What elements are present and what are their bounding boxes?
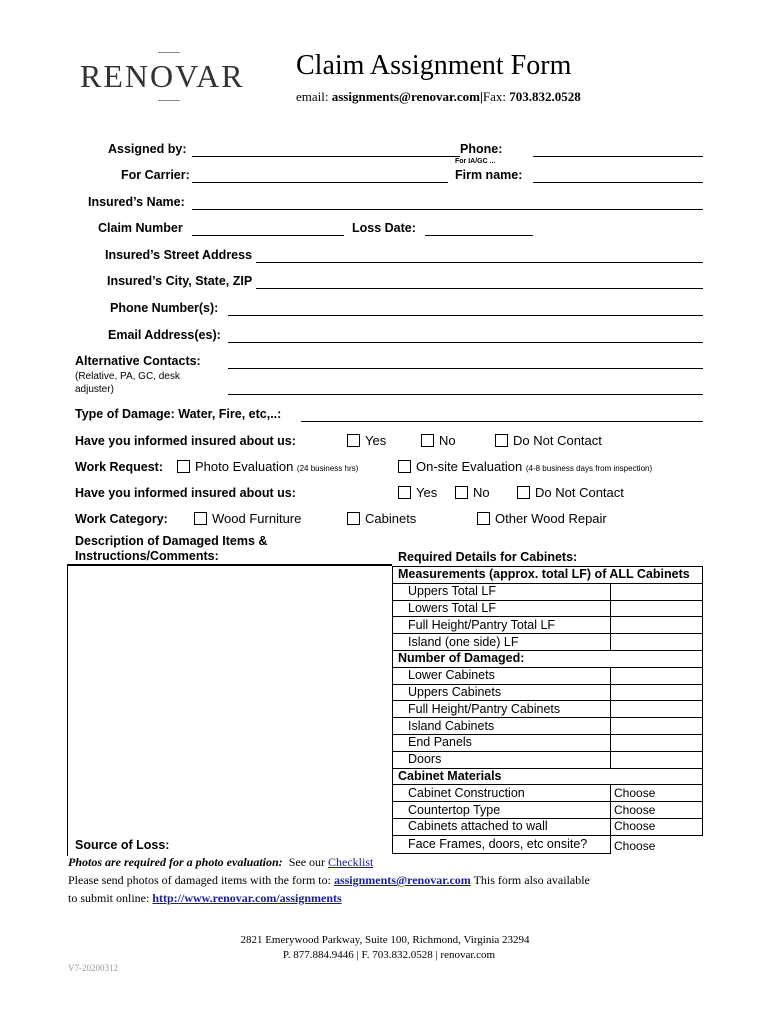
photo-evaluation-label: Photo Evaluation	[195, 459, 294, 474]
contact-line: P. 877.884.9446 | F. 703.832.0528 | renovar.com	[282, 949, 496, 961]
street-label: Insured’s Street Address	[105, 248, 253, 262]
checkbox[interactable]	[398, 460, 411, 473]
checkbox[interactable]	[517, 486, 530, 499]
informed-yes-label: Yes	[416, 485, 438, 500]
work-category-label: Work Category:	[75, 512, 168, 526]
onsite-evaluation-option[interactable]	[398, 459, 652, 474]
insured-name-field[interactable]	[192, 209, 703, 210]
fax-label: Fax:	[482, 89, 510, 104]
checkbox[interactable]	[347, 434, 360, 447]
city-field[interactable]	[256, 288, 703, 289]
materials-header: Cabinet Materials	[393, 768, 703, 785]
pantry-cabinets-input[interactable]	[611, 701, 703, 718]
submit-online	[68, 891, 342, 906]
header-contact	[296, 89, 581, 105]
island-cabinets-input[interactable]	[611, 718, 703, 735]
phones-field[interactable]	[228, 315, 703, 316]
cab-row-label: Full Height/Pantry Total LF	[393, 617, 611, 634]
checklist-link[interactable]: Checklist	[328, 855, 374, 869]
logo-rule-top	[158, 52, 180, 53]
insured-name-label: Insured’s Name:	[88, 195, 185, 209]
onsite-evaluation-note: (4-8 business days from inspection)	[525, 464, 653, 473]
construction-select[interactable]: Choose	[611, 785, 703, 802]
online-form-link[interactable]: http://www.renovar.com/assignments	[152, 891, 342, 905]
photo-evaluation-note: (24 business hrs)	[296, 464, 359, 473]
source-of-loss-label: Source of Loss:	[75, 838, 170, 852]
informed-yes-1[interactable]	[347, 433, 386, 448]
checkbox[interactable]	[495, 434, 508, 447]
firm-name-label: Firm name:	[455, 168, 523, 182]
informed-dnc-2[interactable]	[517, 485, 624, 500]
countertop-select[interactable]: Choose	[611, 802, 703, 819]
cab-row-label: Countertop Type	[393, 802, 611, 819]
cab-row-label: Island Cabinets	[393, 718, 611, 735]
other-wood-label: Other Wood Repair	[495, 511, 607, 526]
page-title: Claim Assignment Form	[296, 50, 572, 81]
send-email-link[interactable]: assignments@renovar.com	[333, 873, 471, 887]
informed-label-2: Have you informed insured about us:	[75, 486, 296, 500]
claim-number-field[interactable]	[192, 235, 344, 236]
cab-row-label: Lowers Total LF	[393, 600, 611, 617]
address: 2821 Emerywood Parkway, Suite 100, Richmond, Virginia 23294	[240, 934, 530, 946]
street-field[interactable]	[256, 262, 703, 263]
informed-no-label: No	[473, 485, 490, 500]
checkbox[interactable]	[455, 486, 468, 499]
loss-date-label: Loss Date:	[352, 221, 416, 235]
city-label: Insured’s City, State, ZIP	[107, 274, 253, 288]
phone-label: Phone:	[460, 142, 503, 156]
end-panels-input[interactable]	[611, 734, 703, 751]
wood-furniture-option[interactable]	[194, 511, 301, 526]
pantry-lf-input[interactable]	[611, 617, 703, 634]
description-label	[75, 534, 267, 564]
alt-contacts-note: (Relative, PA, GC, desk adjuster)	[75, 371, 180, 395]
other-wood-option[interactable]	[477, 511, 607, 526]
logo-rule-bottom	[158, 100, 180, 101]
alt-contacts-field-1[interactable]	[228, 368, 703, 369]
cab-row-label: Uppers Cabinets	[393, 684, 611, 701]
emails-label: Email Address(es):	[108, 328, 221, 342]
for-iagc-note: For IA/GC ...	[455, 158, 496, 165]
see-our: See our	[288, 855, 326, 869]
uppers-lf-input[interactable]	[611, 583, 703, 600]
also-available: This form also available	[473, 873, 590, 887]
description-label-line-2: Instructions/Comments:	[75, 549, 219, 563]
logo: RENOVAR	[80, 58, 245, 94]
informed-no-label: No	[439, 433, 456, 448]
description-label-line-1: Description of Damaged Items &	[75, 534, 268, 548]
informed-yes-label: Yes	[365, 433, 387, 448]
checkbox[interactable]	[421, 434, 434, 447]
submit-online-label: to submit online:	[68, 891, 150, 905]
send-text: Please send photos of damaged items with the form to:	[68, 873, 331, 887]
attached-select[interactable]: Choose	[611, 818, 703, 835]
cab-row-label: Cabinets attached to wall	[393, 818, 611, 835]
alt-contacts-label: Alternative Contacts:	[75, 354, 201, 368]
upper-cabinets-input[interactable]	[611, 684, 703, 701]
alt-contacts-field-2[interactable]	[228, 394, 703, 395]
cabinets-label: Cabinets	[365, 511, 417, 526]
informed-dnc-label: Do Not Contact	[513, 433, 602, 448]
number-damaged-header: Number of Damaged:	[393, 650, 703, 667]
island-lf-input[interactable]	[611, 634, 703, 651]
header-fax: 703.832.0528	[509, 89, 581, 104]
checkbox[interactable]	[177, 460, 190, 473]
informed-yes-2[interactable]	[398, 485, 437, 500]
assigned-by-field[interactable]	[192, 156, 460, 157]
firm-name-field[interactable]	[533, 182, 703, 183]
phone-field[interactable]	[533, 156, 703, 157]
cabinets-option[interactable]	[347, 511, 416, 526]
for-carrier-label: For Carrier:	[121, 168, 190, 182]
wood-furniture-label: Wood Furniture	[212, 511, 302, 526]
assigned-by-label: Assigned by:	[108, 142, 187, 156]
description-textarea[interactable]	[67, 564, 392, 856]
doors-input[interactable]	[611, 751, 703, 768]
photo-evaluation-option[interactable]	[177, 459, 358, 474]
onsite-evaluation-label: On-site Evaluation	[416, 459, 523, 474]
photos-note	[68, 855, 373, 870]
damage-type-label: Type of Damage: Water, Fire, etc,..:	[75, 407, 282, 421]
checkbox[interactable]	[398, 486, 411, 499]
informed-no-2[interactable]	[455, 485, 490, 500]
version: V7-20200312	[68, 963, 118, 973]
cab-row-label: End Panels	[393, 734, 611, 751]
cab-row-label: Island (one side) LF	[393, 634, 611, 651]
cab-row-label: Lower Cabinets	[393, 667, 611, 684]
cabinet-details-table	[392, 566, 703, 854]
send-instructions	[68, 873, 590, 888]
cab-row-label: Cabinet Construction	[393, 785, 611, 802]
informed-no-1[interactable]	[421, 433, 456, 448]
loss-date-field[interactable]	[425, 235, 533, 236]
measurements-header: Measurements (approx. total LF) of ALL Cabinets	[393, 567, 703, 584]
checkbox[interactable]	[477, 512, 490, 525]
email-label: email:	[296, 89, 332, 104]
for-carrier-field[interactable]	[192, 182, 448, 183]
photos-required: Photos are required for a photo evaluation:	[68, 855, 283, 869]
checkbox[interactable]	[194, 512, 207, 525]
work-request-label: Work Request:	[75, 460, 163, 474]
lowers-lf-input[interactable]	[611, 600, 703, 617]
header-email[interactable]: assignments@renovar.com	[331, 89, 480, 104]
informed-dnc-1[interactable]	[495, 433, 602, 448]
separator: |	[479, 89, 483, 104]
cab-row-label: Doors	[393, 751, 611, 768]
lower-cabinets-input[interactable]	[611, 667, 703, 684]
cab-row-label: Full Height/Pantry Cabinets	[393, 701, 611, 718]
checkbox[interactable]	[347, 512, 360, 525]
informed-label-1: Have you informed insured about us:	[75, 434, 296, 448]
emails-field[interactable]	[228, 342, 703, 343]
phones-label: Phone Number(s):	[110, 301, 219, 315]
cab-row-label: Face Frames, doors, etc onsite?	[393, 835, 611, 854]
onsite-select[interactable]: Choose	[614, 838, 656, 853]
cab-row-label: Uppers Total LF	[393, 583, 611, 600]
damage-type-field[interactable]	[301, 421, 703, 422]
required-cabinets-heading: Required Details for Cabinets:	[398, 550, 578, 564]
informed-dnc-label: Do Not Contact	[535, 485, 624, 500]
claim-number-label: Claim Number	[98, 221, 183, 235]
